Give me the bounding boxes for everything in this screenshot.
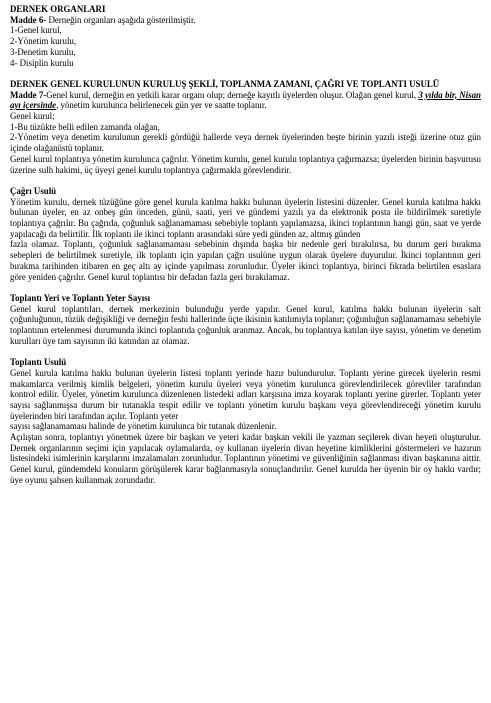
cagri-paragraph: Genel kurul toplantıya yönetim kurulunca çağrılır. Yönetim kurulu, genel kurulu toplantıya çağırmazsa; üyelerden birinin başvurusu üzerine sulh hakimi, üç üyeyi genel kurulu toplantıya çağırmakla görevlendirir. — [10, 153, 481, 175]
genel-kurul-conditions — [10, 111, 481, 154]
condition-item: 1-Bu tüzükte belli edilen zamanda olağan, — [10, 121, 160, 132]
article-6 — [10, 15, 481, 26]
article-7-text-before: Genel kurul, derneğin en yetkili karar organı olup; derneğe kayıtlı üyelerden oluşur. Olağan genel kurul, — [46, 89, 419, 100]
toplanti-usulu-paragraph-1: Genel kurula katılma hakkı bulunan üyelerin listesi toplantı yerinde hazır bulundurulur. Toplantı yerine girecek üyelerin resmi makamlarca verilmiş kimlik belgeleri, yönetim kurulu üyeleri veya yönetim kurulunca görevlendirilecek görevliler tarafından kontrol edilir. Üyeler, yönetim kurulunca düzenlenen listedeki adları karşısına imza koyarak toplantı yerine girerler. Toplantı yeter sayısı sağlanmışsa durum bir tutanakla tespit edilir ve toplantı yönetim kurulu başkanı veya görevlendireceği yönetim kurulu üyelerinden biri tarafından açılır. Toplantı yeter — [10, 367, 481, 421]
toplanti-usulu-paragraph-2: sayısı sağlanamaması halinde de yönetim kurulunca bir tutanak düzenlenir. — [10, 421, 277, 432]
organ-list — [10, 25, 481, 68]
article-7-text-after: , yönetim kurulunca belirlenecek gün yer ve saatte toplanır. — [56, 100, 267, 111]
section-title-dernek-organlari: DERNEK ORGANLARI — [10, 4, 106, 14]
genel-kurul-intro: Genel kurul; — [10, 111, 55, 122]
organ-list-item: 1-Genel kurul, — [10, 25, 62, 36]
article-7-emphasis: 3 yılda bir, Nisan ayı içersinde — [10, 89, 481, 111]
toplanti-usulu-paragraph-3: Açılıştan sonra, toplantıyı yönetmek üzere bir başkan ve yeteri kadar başkan vekili ile yazman seçilerek divan heyeti oluşturulur. Dernek organlarının seçimi için yapılacak oylamalarda, oy kullanan üyelerin divan heyetine kimliklerini göstermeleri ve hazırun listesindeki isimlerinin karşılarını imzalamaları zorunludur. Toplantının yönetimi ve güvenliğinin sağlanması divan başkanına aittir. Genel kurul, gündemdeki konuların görüşülerek karar bağlanmasıyla sonuçlandırılır. Genel kurulda her üyenin bir oy hakkı vardır; üye oyunu şahsen kullanmak zorundadır. — [10, 432, 481, 485]
article-6-label: Madde 6- — [10, 14, 47, 25]
article-7-paragraph — [10, 90, 481, 111]
cagri-usulu-paragraph-1: Yönetim kurulu, dernek tüzüğüne göre genel kurula katılma hakkı bulunan üyelerin listesini düzenler. Genel kurula katılma hakkı bulunan üyeler, en az onbeş gün önceden, günü, saati, yeri ve gündemi yazılı ya da elektronik posta ile bildirilmek suretiyle toplantıya çağrılır. Bu çağrıda, çoğunluk sağlanamaması sebebiyle toplantı yapılamazsa, ikinci toplantının hangi gün, saat ve yerde yapılacağı da belirtilir. İlk toplantı ile ikinci toplantı arasındaki süre yedi günden az, altmış günden — [10, 196, 481, 239]
condition-item: 2-Yönetim veya denetim kurulunun gerekli gördüğü hallerde veya dernek üyelerinden beşte birinin yazılı isteği üzerine otuz gün içinde olağanüstü toplanır. — [10, 132, 481, 154]
organ-list-item: 3-Denetim kurulu, — [10, 46, 76, 57]
section-title-genel-kurul: DERNEK GENEL KURULUNUN KURULUŞ ŞEKLİ, TOPLANMA ZAMANI, ÇAĞRI VE TOPLANTI USULÜ — [10, 78, 440, 89]
organ-list-item: 2-Yönetim kurulu, — [10, 36, 77, 47]
toplanti-yeri-paragraph: Genel kurul toplantıları, dernek merkezinin bulunduğu yerde yapılır. Genel kurul, katılma hakkı bulunan üyelerin salt çoğunluğunun, tüzük değişikliği ve derneğin feshi hallerinde üçte ikisinin katılımıyla toplanır; çoğunluğun sağlanamaması sebebiyle toplantının ertelenmesi durumunda ikinci toplantıda çoğunluk aranmaz. Ancak, bu toplantıya katılan üye sayısı, yönetim ve denetim kurulları üye tam sayısının iki katından az olamaz. — [10, 303, 481, 346]
article-7-label: Madde 7- — [10, 89, 47, 100]
section-title-toplanti-yeri: Toplantı Yeri ve Toplantı Yeter Sayısı — [10, 292, 151, 303]
cagri-usulu-paragraph-2: fazla olamaz. Toplantı, çoğunluk sağlanamaması sebebinin dışında başka bir nedenle geri bırakılırsa, bu durum geri bırakma sebepleri de belirtilmek suretiyle, ilk toplantı için yapılan çağrı usulüne uygun olarak üyelere duyurulur. İkinci toplantının geri bırakma tarihinden itibaren en geç altı ay içinde yapılması zorunludur. Üyeler ikinci toplantıya, birinci fıkrada belirtilen esaslara göre yeniden çağrılır. Genel kurul toplantısı bir defadan fazla geri bırakılamaz. — [10, 239, 481, 282]
article-6-text: Derneğin organları aşağıda gösterilmiştir. — [46, 14, 196, 25]
section-title-cagri-usulu: Çağrı Usulü — [10, 185, 57, 196]
document-page — [10, 4, 481, 486]
section-title-toplanti-usulu: Toplantı Usulü — [10, 357, 67, 368]
organ-list-item: 4- Disiplin kurulu — [10, 57, 74, 68]
